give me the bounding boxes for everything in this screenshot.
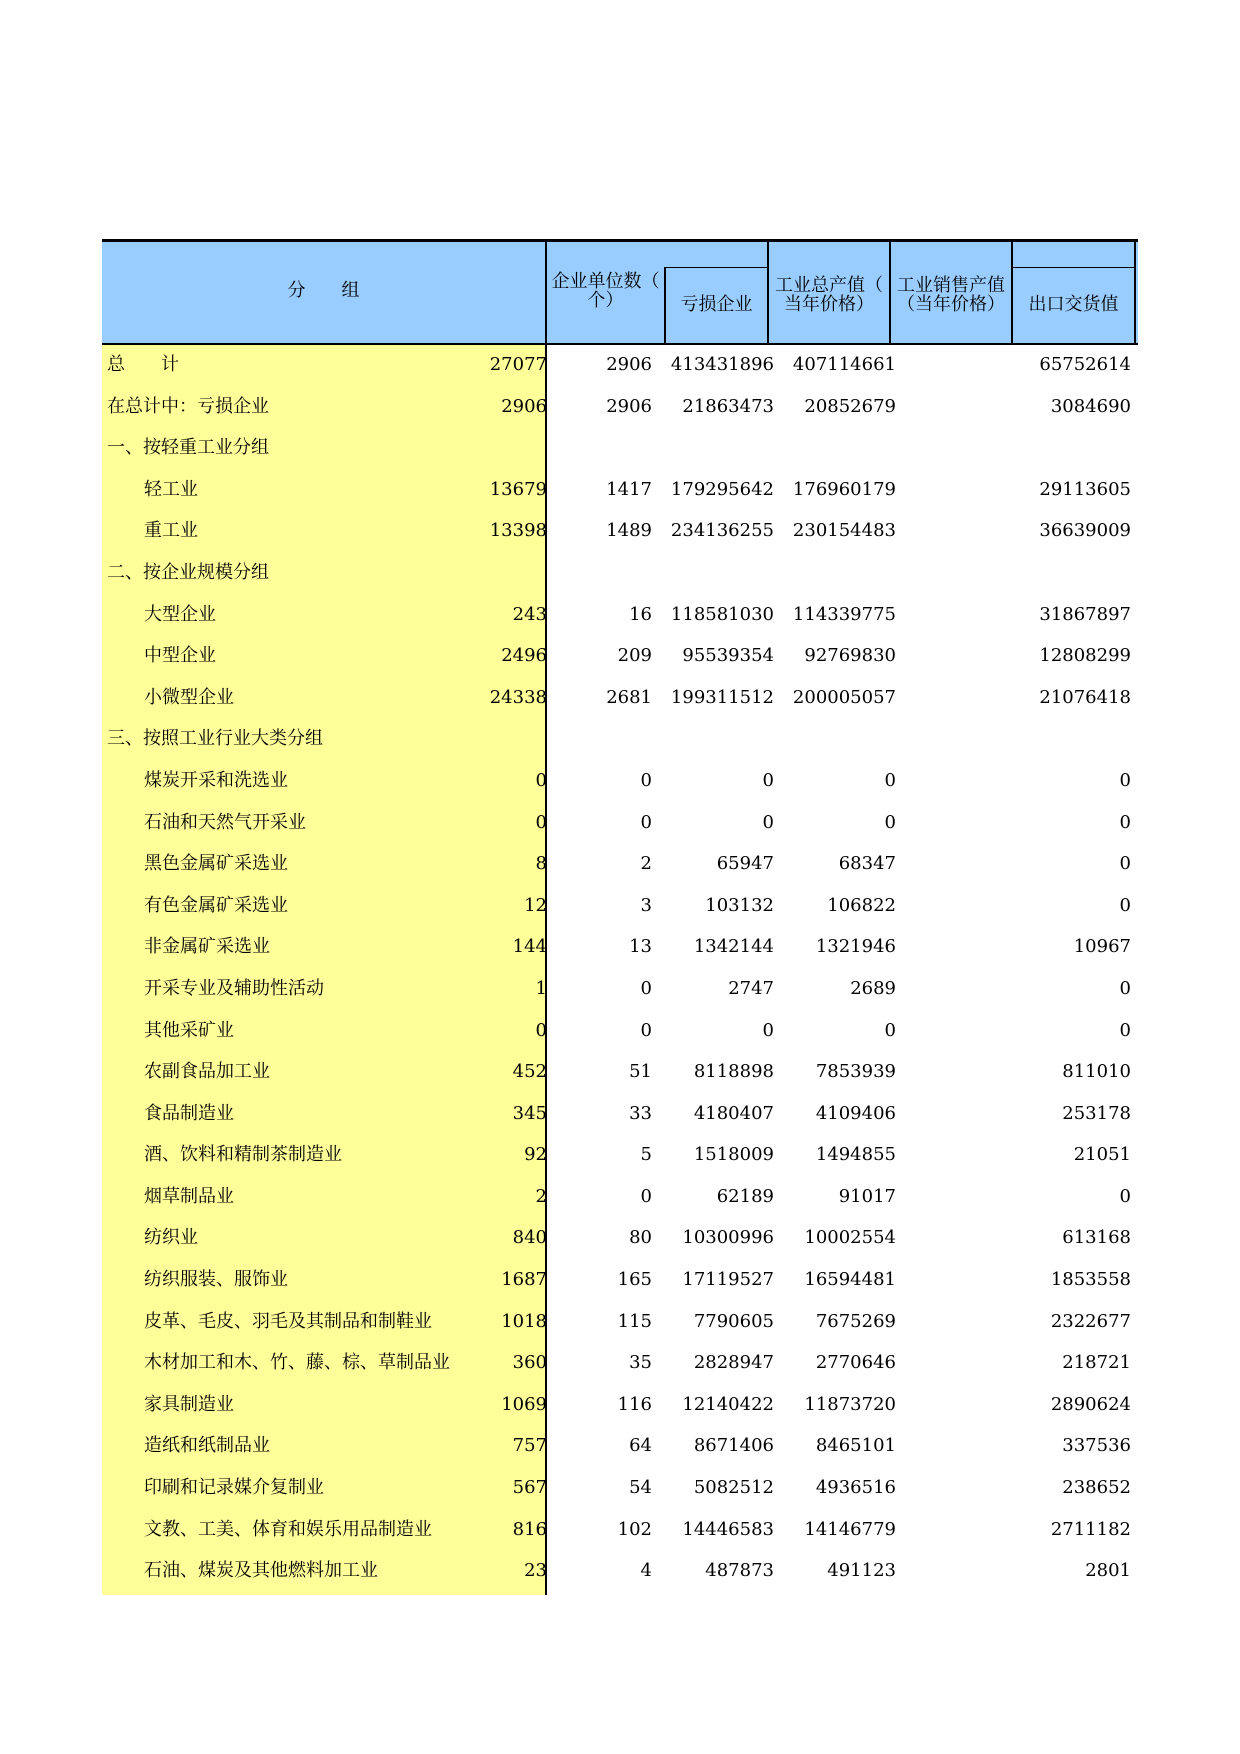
row-value: 2: [640, 853, 652, 875]
header-group: 分 组: [287, 280, 360, 301]
row-value: 7853939: [815, 1061, 896, 1083]
row-value: 27077: [489, 354, 547, 375]
row-value: 0: [640, 1019, 652, 1041]
row-value: 0: [884, 1019, 896, 1041]
row-value: 0: [640, 977, 652, 999]
row-label: 纺织业: [144, 1227, 198, 1249]
row-value: 14146779: [804, 1518, 896, 1540]
row-value: 16594481: [804, 1269, 896, 1291]
header-enterprise-count: 企业单位数（ 个）: [551, 271, 660, 311]
row-value: 491123: [827, 1560, 896, 1582]
row-label: 中型企业: [144, 645, 216, 667]
row-value: 35: [629, 1352, 652, 1374]
row-value: 345: [512, 1102, 547, 1124]
row-value: 840: [512, 1227, 547, 1249]
table-row: [102, 1510, 1138, 1552]
table-row: [102, 470, 1138, 512]
row-value: 8465101: [815, 1435, 896, 1457]
row-value: 3084690: [1050, 395, 1131, 417]
table-row: [102, 1177, 1138, 1219]
row-value: 33: [629, 1102, 652, 1124]
row-value: 10967: [1073, 936, 1131, 958]
row-value: 102: [617, 1518, 652, 1540]
row-value: 8: [535, 853, 547, 875]
table-row: [102, 428, 1138, 470]
row-value: 115: [617, 1310, 652, 1332]
row-value: 0: [1119, 853, 1131, 875]
row-value: 106822: [827, 894, 896, 916]
row-value: 0: [640, 769, 652, 791]
table-row: [102, 678, 1138, 720]
row-value: 62189: [716, 1185, 774, 1207]
header-divider: [1011, 267, 1134, 268]
row-label: 其他采矿业: [144, 1019, 234, 1041]
table-row: [102, 844, 1138, 886]
row-value: 68347: [838, 853, 896, 875]
table-row: [102, 1343, 1138, 1385]
row-value: 0: [535, 1019, 547, 1041]
row-value: 811010: [1062, 1061, 1131, 1083]
row-value: 2496: [501, 645, 547, 667]
row-label: 印刷和记录媒介复制业: [144, 1477, 324, 1499]
row-value: 21076418: [1039, 686, 1131, 708]
row-value: 8118898: [693, 1061, 774, 1083]
row-value: 1518009: [693, 1144, 774, 1166]
table-row: [102, 345, 1138, 387]
row-value: 218721: [1062, 1352, 1131, 1374]
row-value: 1018: [501, 1310, 547, 1332]
row-value: 64: [629, 1435, 652, 1457]
row-value: 1489: [606, 520, 652, 542]
row-value: 4936516: [815, 1477, 896, 1499]
row-value: 144: [512, 936, 547, 958]
row-value: 4: [640, 1560, 652, 1582]
header-divider: [1134, 242, 1136, 343]
row-value: 0: [1119, 977, 1131, 999]
row-value: 12: [524, 894, 547, 916]
row-value: 487873: [705, 1560, 774, 1582]
row-value: 13679: [489, 478, 547, 500]
header-loss-enterprises: 亏损企业: [680, 294, 753, 315]
table-row: [102, 886, 1138, 928]
row-value: 2711182: [1050, 1518, 1131, 1540]
row-value: 360: [512, 1352, 547, 1374]
row-value: 230154483: [792, 520, 896, 542]
row-value: 118581030: [670, 603, 774, 625]
row-value: 209: [617, 645, 652, 667]
row-value: 0: [884, 769, 896, 791]
table-row: [102, 927, 1138, 969]
row-label: 石油、煤炭及其他燃料加工业: [144, 1560, 378, 1582]
row-value: 2747: [728, 977, 774, 999]
row-value: 116: [617, 1393, 652, 1415]
row-value: 3: [640, 894, 652, 916]
row-label: 酒、饮料和精制茶制造业: [144, 1144, 342, 1166]
row-label: 开采专业及辅助性活动: [144, 977, 324, 999]
row-label: 农副食品加工业: [144, 1061, 270, 1083]
row-value: 8671406: [693, 1435, 774, 1457]
row-label: 有色金属矿采选业: [144, 894, 288, 916]
row-value: 21051: [1073, 1144, 1131, 1166]
row-value: 31867897: [1039, 603, 1131, 625]
row-value: 36639009: [1039, 520, 1131, 542]
row-value: 2906: [606, 395, 652, 417]
header-export-value: 出口交货值: [1028, 294, 1119, 315]
row-label: 煤炭开采和洗选业: [144, 769, 288, 791]
row-value: 7675269: [815, 1310, 896, 1332]
row-value: 10300996: [682, 1227, 774, 1249]
row-value: 54: [629, 1477, 652, 1499]
row-value: 0: [762, 1019, 774, 1041]
row-label: 重工业: [144, 520, 198, 542]
row-value: 1417: [606, 478, 652, 500]
row-label: 食品制造业: [144, 1102, 234, 1124]
row-label: 纺织服装、服饰业: [144, 1269, 288, 1291]
row-label: 在总计中：亏损企业: [107, 395, 269, 417]
row-label: 三、按照工业行业大类分组: [107, 728, 323, 750]
row-value: 103132: [705, 894, 774, 916]
table-row: [102, 719, 1138, 761]
row-value: 23: [524, 1560, 547, 1582]
row-value: 65947: [716, 853, 774, 875]
row-value: 20852679: [804, 395, 896, 417]
row-value: 29113605: [1039, 478, 1131, 500]
row-value: 12808299: [1039, 645, 1131, 667]
row-value: 2689: [850, 977, 896, 999]
row-value: 176960179: [792, 478, 896, 500]
table-row: [102, 636, 1138, 678]
table-row: [102, 1426, 1138, 1468]
row-value: 92769830: [804, 645, 896, 667]
table-row: [102, 1218, 1138, 1260]
row-value: 2906: [501, 395, 547, 417]
row-value: 0: [884, 811, 896, 833]
row-label: 非金属矿采选业: [144, 936, 270, 958]
row-value: 1687: [501, 1269, 547, 1291]
row-label: 轻工业: [144, 478, 198, 500]
row-value: 407114661: [792, 354, 896, 375]
row-value: 613168: [1062, 1227, 1131, 1249]
row-value: 114339775: [792, 603, 896, 625]
row-value: 80: [629, 1227, 652, 1249]
row-value: 0: [762, 769, 774, 791]
row-label: 文教、工美、体育和娱乐用品制造业: [144, 1518, 432, 1540]
row-value: 4109406: [815, 1102, 896, 1124]
row-value: 17119527: [682, 1269, 774, 1291]
row-value: 4180407: [693, 1102, 774, 1124]
row-value: 2770646: [815, 1352, 896, 1374]
row-value: 1853558: [1050, 1269, 1131, 1291]
row-value: 0: [640, 811, 652, 833]
row-value: 179295642: [670, 478, 774, 500]
row-value: 2890624: [1050, 1393, 1131, 1415]
header-sales-output: 工业销售产值 （当年价格）: [897, 275, 1005, 315]
statistics-table: [102, 239, 1138, 1593]
row-value: 0: [762, 811, 774, 833]
row-label: 二、按企业规模分组: [107, 561, 269, 583]
row-value: 91017: [838, 1185, 896, 1207]
row-value: 7790605: [693, 1310, 774, 1332]
table-row: [102, 1135, 1138, 1177]
table-row: [102, 1011, 1138, 1053]
table-row: [102, 1260, 1138, 1302]
row-value: 13398: [489, 520, 547, 542]
row-value: 5082512: [693, 1477, 774, 1499]
row-value: 2801: [1085, 1560, 1131, 1582]
row-value: 0: [640, 1185, 652, 1207]
row-label: 石油和天然气开采业: [144, 811, 306, 833]
row-value: 65752614: [1039, 354, 1131, 375]
row-value: 0: [1119, 811, 1131, 833]
row-value: 10002554: [804, 1227, 896, 1249]
row-value: 2906: [606, 354, 652, 375]
row-value: 1321946: [815, 936, 896, 958]
row-value: 816: [512, 1518, 547, 1540]
row-value: 243: [512, 603, 547, 625]
table-row: [102, 1468, 1138, 1510]
row-value: 12140422: [682, 1393, 774, 1415]
row-value: 11873720: [804, 1393, 896, 1415]
row-value: 757: [512, 1435, 547, 1457]
row-label: 烟草制品业: [144, 1185, 234, 1207]
row-value: 16: [629, 603, 652, 625]
row-value: 14446583: [682, 1518, 774, 1540]
row-label: 黑色金属矿采选业: [144, 853, 288, 875]
table-row: [102, 969, 1138, 1011]
row-value: 5: [640, 1144, 652, 1166]
row-value: 1: [535, 977, 547, 999]
row-value: 95539354: [682, 645, 774, 667]
table-header: [102, 239, 1138, 345]
table-row: [102, 1052, 1138, 1094]
row-value: 13: [629, 936, 652, 958]
table-row: [102, 553, 1138, 595]
row-value: 2681: [606, 686, 652, 708]
row-value: 2828947: [693, 1352, 774, 1374]
row-label: 一、按轻重工业分组: [107, 437, 269, 459]
row-value: 0: [535, 811, 547, 833]
row-value: 413431896: [670, 354, 774, 375]
row-value: 24338: [489, 686, 547, 708]
table-body: [102, 345, 1138, 1593]
row-value: 51: [629, 1061, 652, 1083]
row-value: 0: [1119, 894, 1131, 916]
row-value: 199311512: [670, 686, 774, 708]
row-value: 253178: [1062, 1102, 1131, 1124]
table-row: [102, 1302, 1138, 1344]
row-label: 木材加工和木、竹、藤、棕、草制品业: [144, 1352, 450, 1374]
row-label: 皮革、毛皮、羽毛及其制品和制鞋业: [144, 1310, 432, 1332]
row-value: 1069: [501, 1393, 547, 1415]
row-value: 452: [512, 1061, 547, 1083]
header-gross-output: 工业总产值（ 当年价格）: [775, 275, 883, 315]
row-value: 0: [1119, 1185, 1131, 1207]
table-row: [102, 803, 1138, 845]
table-row: [102, 1385, 1138, 1427]
row-value: 234136255: [670, 520, 774, 542]
row-label: 小微型企业: [144, 686, 234, 708]
row-value: 1494855: [815, 1144, 896, 1166]
row-value: 92: [524, 1144, 547, 1166]
row-label: 大型企业: [144, 603, 216, 625]
row-value: 238652: [1062, 1477, 1131, 1499]
row-value: 0: [1119, 1019, 1131, 1041]
table-row: [102, 387, 1138, 429]
table-row: [102, 1094, 1138, 1136]
table-row: [102, 595, 1138, 637]
row-label: 造纸和纸制品业: [144, 1435, 270, 1457]
row-value: 21863473: [682, 395, 774, 417]
row-value: 165: [617, 1269, 652, 1291]
row-value: 2322677: [1050, 1310, 1131, 1332]
row-label: 总 计: [107, 354, 179, 375]
table-row: [102, 1551, 1138, 1593]
row-value: 567: [512, 1477, 547, 1499]
row-value: 200005057: [792, 686, 896, 708]
row-value: 0: [1119, 769, 1131, 791]
table-row: [102, 511, 1138, 553]
row-value: 1342144: [693, 936, 774, 958]
header-divider: [664, 267, 767, 268]
row-value: 337536: [1062, 1435, 1131, 1457]
row-value: 2: [535, 1185, 547, 1207]
table-row: [102, 761, 1138, 803]
header-divider: [1011, 242, 1013, 343]
row-label: 家具制造业: [144, 1393, 234, 1415]
row-value: 0: [535, 769, 547, 791]
